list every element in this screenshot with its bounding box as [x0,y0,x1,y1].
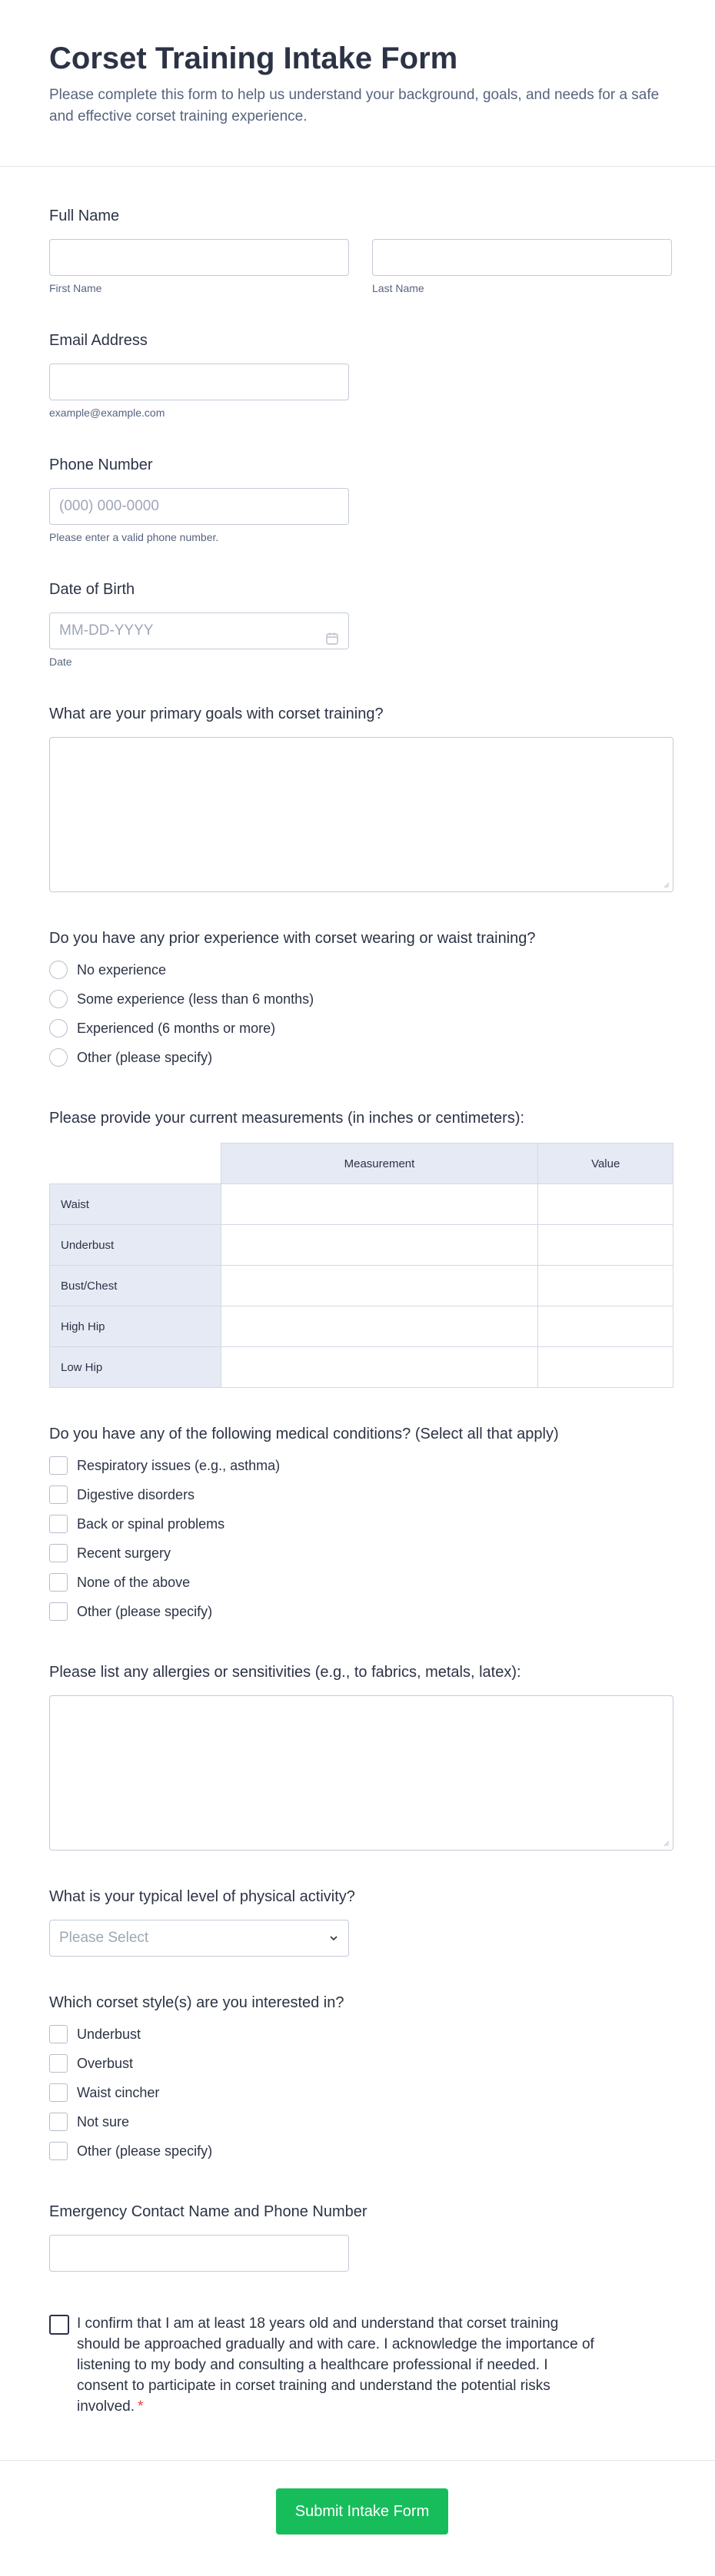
consent-question [49,2313,603,2417]
last-name-sublabel: Last Name [372,282,424,294]
emergency-label: Emergency Contact Name and Phone Number [49,2203,367,2220]
dob-sublabel: Date [49,656,72,668]
styles-question [49,1992,675,2166]
dob-input[interactable] [49,612,349,649]
phone-label: Phone Number [49,456,153,473]
table-cell-input[interactable] [538,1184,673,1225]
radio-button[interactable] [49,990,68,1008]
checkbox[interactable] [49,1544,68,1562]
last-name-input[interactable] [372,239,672,276]
checkbox[interactable] [49,1456,68,1475]
table-cell-input[interactable] [538,1306,673,1347]
table-cell-input[interactable] [221,1225,538,1266]
option-label: Recent surgery [77,1545,171,1561]
consent-checkbox[interactable] [49,2315,69,2335]
activity-select[interactable] [49,1920,349,1957]
table-row [50,1266,673,1306]
allergies-question [49,1661,675,1851]
medical-option[interactable] [49,1597,675,1626]
row-label: Waist [50,1184,221,1225]
column-header: Value [538,1144,673,1184]
experience-option[interactable] [49,1014,675,1043]
allergies-label: Please list any allergies or sensitivities (e.g., to fabrics, metals, latex): [49,1664,521,1681]
full-name-question [49,205,675,294]
form-footer [0,2460,715,2576]
emergency-contact-input[interactable] [49,2235,349,2272]
form-body [0,205,715,2417]
page-subtitle: Please complete this form to help us understand your background, goals, and needs for a safe and effective corset training experience. [49,87,660,124]
table-cell-input[interactable] [221,1306,538,1347]
email-question [49,330,675,419]
style-option[interactable] [49,2049,675,2078]
table-cell-input[interactable] [538,1225,673,1266]
option-label: Back or spinal problems [77,1515,225,1532]
table-cell-input[interactable] [221,1266,538,1306]
option-label: Other (please specify) [77,1049,213,1065]
email-label: Email Address [49,332,148,349]
measurements-table [49,1143,673,1388]
table-cell-input[interactable] [538,1347,673,1388]
medical-option[interactable] [49,1539,675,1568]
option-label: Respiratory issues (e.g., asthma) [77,1457,281,1473]
row-label: Low Hip [50,1347,221,1388]
select-placeholder: Please Select [59,1930,149,1946]
submit-button[interactable]: Submit Intake Form [276,2488,448,2535]
chevron-down-icon [328,1933,339,1944]
medical-question [49,1423,675,1626]
activity-question [49,1886,675,1957]
experience-question [49,928,675,1072]
checkbox[interactable] [49,2113,68,2131]
consent-text: I confirm that I am at least 18 years old and understand that corset training should be approached gradually and with care. I acknowledge the importance of listening to my body and consulting a healthcare professional if needed. I consent to participate in corset training and understand the potential risks involved. [77,2315,594,2415]
option-label: None of the above [77,1574,191,1590]
dob-label: Date of Birth [49,581,135,598]
option-label: Other (please specify) [77,1603,213,1619]
checkbox[interactable] [49,1573,68,1592]
row-label: Bust/Chest [50,1266,221,1306]
checkbox[interactable] [49,1486,68,1504]
style-option[interactable] [49,2078,675,2107]
medical-option[interactable] [49,1509,675,1539]
radio-button[interactable] [49,1019,68,1037]
email-input[interactable] [49,363,349,400]
experience-option[interactable] [49,955,675,984]
measurements-label: Please provide your current measurements (in inches or centimeters): [49,1110,525,1127]
full-name-label: Full Name [49,207,120,224]
first-name-input[interactable] [49,239,349,276]
table-row [50,1347,673,1388]
phone-input[interactable]: (000) 000-0000 [49,488,349,525]
table-row [50,1225,673,1266]
medical-option[interactable] [49,1451,675,1480]
first-name-sublabel: First Name [49,282,102,294]
option-label: No experience [77,961,167,978]
checkbox[interactable] [49,2083,68,2102]
dob-question [49,579,675,668]
option-label: Other (please specify) [77,2143,213,2159]
checkbox[interactable] [49,2025,68,2043]
dob-placeholder: MM-DD-YYYY [59,622,154,639]
form-header [0,0,715,167]
allergies-textarea[interactable] [49,1695,673,1851]
medical-option[interactable] [49,1480,675,1509]
table-cell-input[interactable] [221,1347,538,1388]
goals-label: What are your primary goals with corset training? [49,705,384,722]
measurements-question [49,1107,675,1388]
option-label: Experienced (6 months or more) [77,1020,276,1036]
medical-label: Do you have any of the following medical conditions? (Select all that apply) [49,1426,559,1442]
goals-question [49,703,675,892]
phone-sublabel: Please enter a valid phone number. [49,531,219,543]
radio-button[interactable] [49,1048,68,1067]
emergency-question [49,2201,675,2272]
table-row [50,1184,673,1225]
page-title: Corset Training Intake Form [49,41,458,75]
style-option[interactable] [49,2136,675,2166]
calendar-icon[interactable] [325,624,339,659]
checkbox[interactable] [49,1515,68,1533]
experience-label: Do you have any prior experience with corset wearing or waist training? [49,930,536,947]
style-option[interactable] [49,2107,675,2136]
table-cell-input[interactable] [538,1266,673,1306]
table-row [50,1306,673,1347]
style-option[interactable] [49,2020,675,2049]
required-mark: * [138,2398,144,2415]
experience-option[interactable] [49,1043,675,1072]
column-header: Measurement [221,1144,538,1184]
checkbox[interactable] [49,2054,68,2073]
radio-button[interactable] [49,961,68,979]
medical-option[interactable] [49,1568,675,1597]
activity-label: What is your typical level of physical activity? [49,1888,355,1905]
resize-grip-icon[interactable] [662,1839,670,1847]
row-label: High Hip [50,1306,221,1347]
row-label: Underbust [50,1225,221,1266]
resize-grip-icon[interactable] [662,881,670,888]
styles-label: Which corset style(s) are you interested in? [49,1994,344,2011]
checkbox[interactable] [49,1602,68,1621]
goals-textarea[interactable] [49,737,673,892]
experience-option[interactable] [49,984,675,1014]
email-sublabel: example@example.com [49,407,165,419]
option-label: Digestive disorders [77,1486,195,1502]
option-label: Overbust [77,2055,134,2071]
option-label: Some experience (less than 6 months) [77,991,314,1007]
option-label: Waist cincher [77,2084,160,2100]
option-label: Not sure [77,2113,130,2130]
table-corner [50,1144,221,1184]
phone-question [49,454,675,543]
table-cell-input[interactable] [221,1184,538,1225]
option-label: Underbust [77,2026,141,2042]
checkbox[interactable] [49,2142,68,2160]
